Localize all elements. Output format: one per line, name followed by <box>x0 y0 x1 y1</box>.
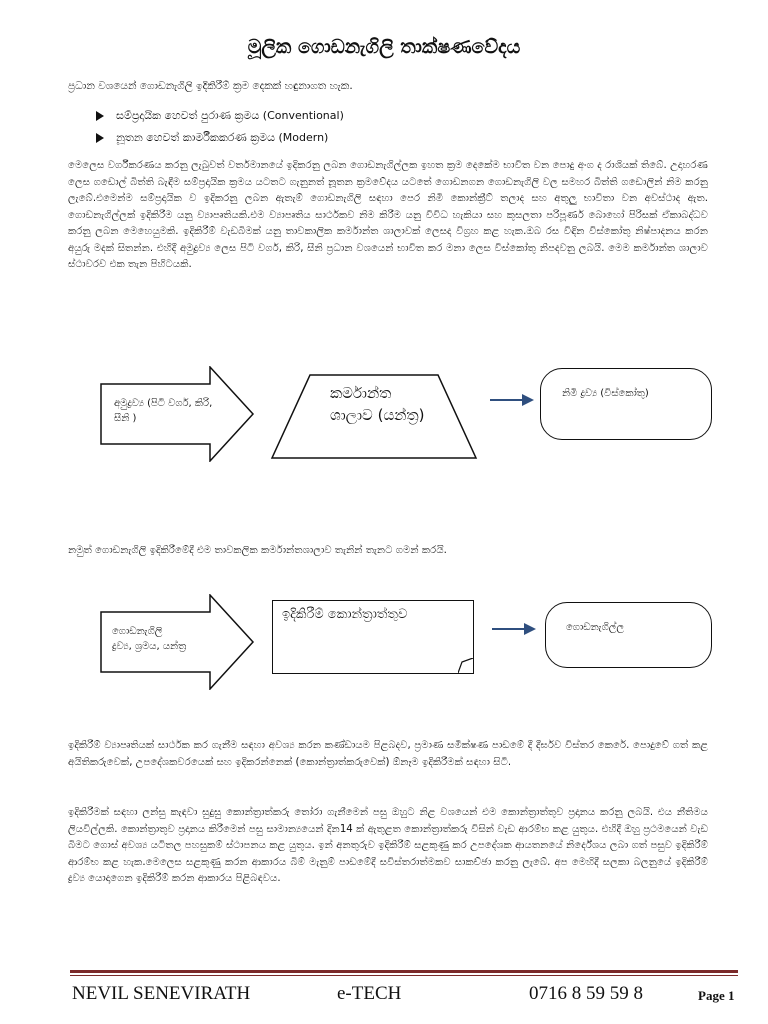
list-item-label: සම්ප්‍රදායික හෙවත් පුරාණ ක්‍රමය (Conventional) <box>116 109 344 122</box>
list-item <box>96 127 696 149</box>
page-title: මූලික ගොඩනැගිලි තාක්ෂණවේදය <box>247 36 521 58</box>
factory-process-diagram <box>0 360 768 470</box>
input-label <box>112 624 232 654</box>
flow-arrow-icon <box>490 393 534 407</box>
output-label: ගොඩනැගිල්ල <box>566 622 624 633</box>
footer-phone: 0716 8 59 59 8 <box>529 983 643 1004</box>
process-label <box>330 382 480 426</box>
list-item-label: නූතන හෙවත් කාර්මීකකරණ ක්‍රමය (Modern) <box>116 131 329 144</box>
intro-text: ප්‍රධාන වශයෙන් ගොඩනැගිලි ඉදිකිරීම් ක්‍රම දෙකක් හඳුනාගත හැක. <box>68 80 353 92</box>
arrow-bullet-icon <box>96 111 104 121</box>
input-label: අමුද්‍රව්‍ය (පිටි වර්ග, කිරි, සීනි ) <box>114 398 213 424</box>
flow-arrow-icon <box>492 622 536 636</box>
process-label: ඉදිකිරීම් කොන්ත්‍රාත්තුව <box>282 607 408 622</box>
method-list <box>96 105 696 149</box>
footer-rule <box>70 970 738 973</box>
construction-process-diagram <box>0 590 768 690</box>
footer-brand: e-TECH <box>337 983 402 1004</box>
page-footer <box>72 983 740 1011</box>
list-item <box>96 105 696 127</box>
paragraph-contract: ඉදිකිරීමක් සඳහා ලන්සු කැඳවා සුදුසු කොන්ත්‍රාත්කරු තෝරා ගැනීමෙන් පසු ඔහුට නිළ වශයෙන් එම කොන්ත්‍රාත්තුව ප්‍රදානය කරනු ලබයි. එය නීතිමය ලියවිල්ලකි. කොන්ත්‍රාතුව ප්‍රදානය කිරීමෙන් පසු සාමාන්‍යයෙන් දින14 ක් ඇතුළත කොන්ත්‍රාත්කරු විසින් වැඩ ආරම්භ කළ යුතුය. එහිදී ඔහු ප්‍රථමයෙන් වැඩ බිමට ගොස් අවශ්‍ය යටිතල පහසුකම් ස්ථාපනය කළ යුතුය. ඉන් අනතුරුව ඉදිකිරීම් සළකුණු කර උපදේශක ආයතනයේ නිර්දේශය ලබා ගත් පසුව ඉදිකිරීම් ආරම්භ කළ හැක.මෙලෙස සළකුණු කරන ආකාරය බිම් මැනුම් පාඩමේදී සවිස්තරාත්මකව සාකච්ඡා කරනු ලැබේ. අප මෙහිදී සලකා බලනුයේ ඉදිකිරීම් ද්‍රව්‍ය යොදාගෙන ඉදිකිරීම් කරන ආකාරය පිළිබඳවය. <box>68 807 708 884</box>
paragraph-project-team: ඉදිකිරීම් ව්‍යාපෘතියක් සාර්ථක කර ගැනීම සඳහා අවශ්‍ය කරන කණ්ඩායම පිළබදව, ප්‍රමාණ සමීක්ෂණ පාඩමේ දී දීර්ඝව විස්තර කෙරේ. පොදුවේ ගත් කළ අයිතිකරුවෙක්, උපදේශකවරයෙක් සහ ඉදිකරන්නෙක් (කොන්ත්‍රාත්කරුවෙක්) ඕනෑම ඉදිකිරීමක් සඳහා සිටී. <box>68 740 708 768</box>
footer-author: NEVIL SENEVIRATH <box>72 983 251 1004</box>
output-box <box>545 602 712 668</box>
footer-rule-thin <box>70 975 738 976</box>
input-label-line: ද්‍රව්‍ය, ශ්‍රමය, යන්ත්‍ර <box>112 641 187 652</box>
folded-corner-shape <box>458 658 474 674</box>
paragraph-classification: මෙලෙස වර්ගීකරණය කරනු ලැබුවත් වර්තමානයේ ඉදිකරනු ලබන ගොඩනැගිල්ලක ඉහත ක්‍රම දෙකේම භාවිත වන පොදු අංග ද රාශියක් තිබේ. උදාහරණ ලෙස ගඩොල් බිත්ති බැඳීම සම්ප්‍රදායික ක්‍රමය යටතට ගැනුනත් නූතන ක්‍රමවේදය යටතේ ගොඩනගන ගොඩනැගිලි වල සමහර බිත්ති ගඩොලින් නිම කරනු ලැබේ.එමෙන්ම සම්ප්‍රදායික ව ඉදිකරනු ලබන ඇතැම් ගොඩනැගිලි සඳහා පෙර නිමි කොන්ක්‍රීට් තලාද සහ අතුලු භාවිතා වන අවස්ථාද ඇත. ගොඩනැගිල්ලක් ඉදිකිරීම යනු ව්‍යාපෘතියකි.එම ව්‍යාපෘතිය සාර්ථකව නිම කිරීම යනු විවිධ හැකියා සහ කුසලතා පරිපූර්ණ බොහෝ පිරිසක් ඒකාබද්ධව කරනු ලබන මෙහෙයුමකි. ඉදිකිරීම් වැඩබිමක් යනු තාවකාලික කර්මාන්ත ශාලාවක් ලෙසද විග්‍රහ කළ හැක.ඔබ රස විඳින විස්කෝතු නිෂ්පාදනය කරන අයුරු මදක් සිතන්න. එහිදී අමුද්‍රව්‍ය ලෙස පිටි වර්ග, කිරි, සීනි ප්‍රධාන වශයෙන් භාවිත කර මනා ලෙස විස්කෝතු නිපදවනු ලබයි. මෙම කර්මාන්ත ශාලාව ස්ථාවරව එක තැන පිහිටයකි. <box>68 160 708 270</box>
arrow-bullet-icon <box>96 133 104 143</box>
output-label: නිමි ද්‍රව්‍ය (විස්කෝතු) <box>562 388 649 399</box>
paragraph-mobile-factory: නමුත් ගොඩනැගිලි ඉදිකිරීමේදී එම තාවකලික කර්මාන්තශාලාව තැනින් තැනට ගමන් කරයි. <box>68 545 447 556</box>
process-label-line: ශාලාව (යන්ත්‍ර) <box>330 406 425 424</box>
page-number: Page 1 <box>698 988 735 1003</box>
input-label-line: ගොඩනැගිලි <box>112 626 163 637</box>
output-box <box>540 368 712 440</box>
process-label-line: කර්මාන්ත <box>330 384 392 402</box>
